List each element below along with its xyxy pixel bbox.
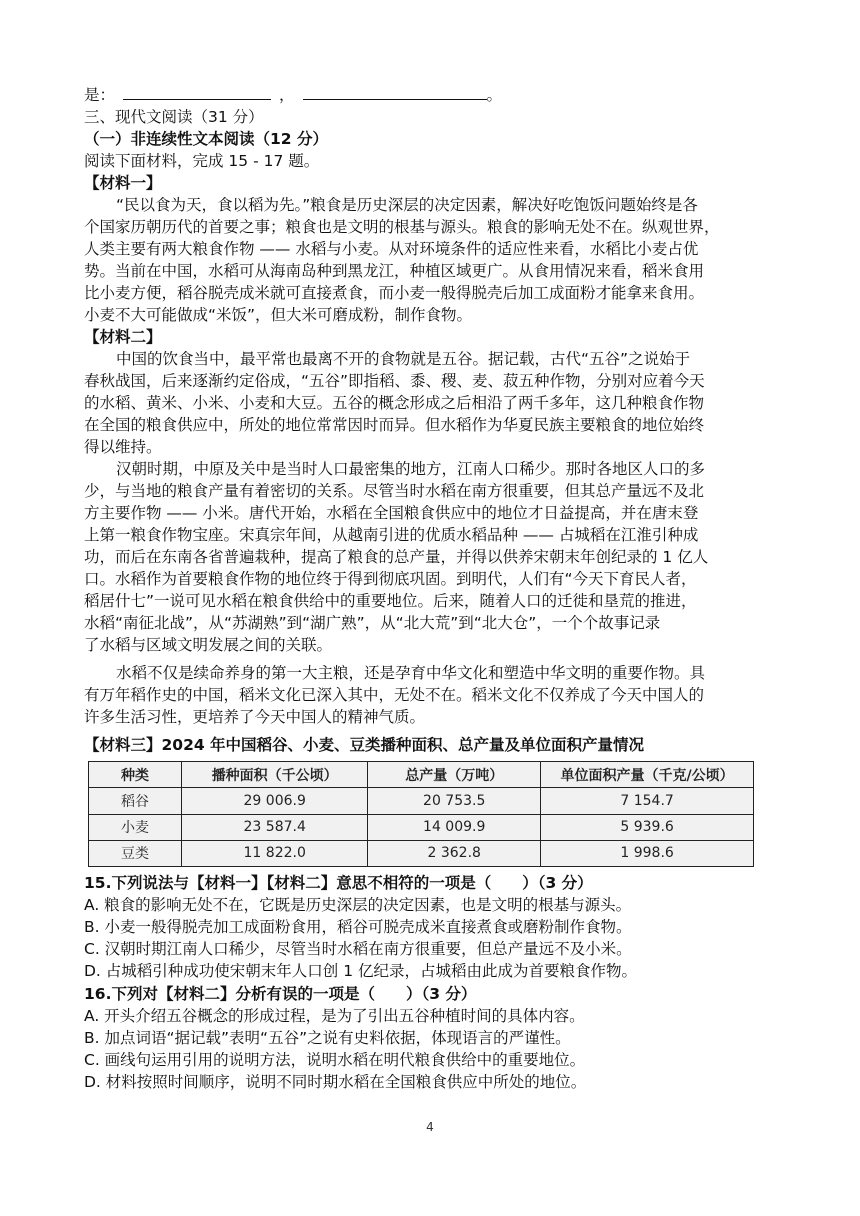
material-2-line: 水稻不仅是续命养身的第一大主粮，还是孕育中华文化和塑造中华文明的重要作物。具: [116, 664, 706, 682]
fill-prefix: 是：: [84, 86, 116, 104]
table-cell: 稻谷: [89, 788, 182, 814]
material-1-line: 比小麦方便，稻谷脱壳成米就可直接煮食，而小麦一般得脱壳后加工成面粉才能拿来食用。: [84, 284, 705, 302]
table-cell: 5 939.6: [541, 814, 754, 840]
q16-option-b[interactable]: B. 加点词语“据记载”表明“五谷”之说有史料依据，体现语言的严谨性。: [84, 1029, 571, 1047]
q16-option-d[interactable]: D. 材料按照时间顺序，说明不同时期水稻在全国粮食供应中所处的地位。: [84, 1073, 587, 1091]
answer-blank-2[interactable]: [303, 85, 487, 100]
fill-separator: ，: [279, 86, 295, 104]
material-2-line: 水稻“南征北战”，从“苏湖熟”到“湖广熟”，从“北大荒”到“北大仓”，一个个故事记录: [84, 614, 661, 632]
material-2-line: 少，与当地的粮食产量有着密切的关系。尽管当时水稻在南方很重要，但其总产量远不及北: [84, 482, 705, 500]
q15-option-c[interactable]: C. 汉朝时期江南人口稀少，尽管当时水稻在南方很重要，但总产量远不及小米。: [84, 940, 632, 958]
table-cell: 小麦: [89, 814, 182, 840]
material-2-line: 了水稻与区域文明发展之间的关联。: [84, 636, 333, 654]
material-2-line: 稻居什七”一说可见水稻在粮食供给中的重要地位。后来，随着人口的迁徙和垦荒的推进，: [84, 592, 697, 610]
table-cell: 11 822.0: [182, 840, 368, 866]
question-16-stem: 16.下列对【材料二】分析有误的一项是（ ）（3 分）: [84, 985, 477, 1003]
section-title: 三、现代文阅读（31 分）: [84, 108, 264, 126]
table-cell: 14 009.9: [368, 814, 541, 840]
material-2-line: 许多生活习性，更培养了今天中国人的精神气质。: [84, 708, 426, 726]
material-2-line: 功，而后在东南各省普遍栽种，提高了粮食的总产量，并得以供养宋朝末年创纪录的 1 亿人: [84, 548, 709, 566]
q15-option-a[interactable]: A. 粮食的影响无处不在，它既是历史深层的决定因素，也是文明的根基与源头。: [84, 896, 632, 914]
part-title: （一）非连续性文本阅读（12 分）: [84, 130, 328, 148]
material-2-label: 【材料二】: [84, 328, 162, 346]
material-1-line: 势。当前在中国，水稻可从海南岛种到黑龙江，种植区域更广。从食用情况来看，稻米食用: [84, 262, 705, 280]
material-2-line: 得以维持。: [84, 438, 162, 456]
material-2-line: 上第一粮食作物宝座。宋真宗年间，从越南引进的优质水稻品种 —— 占城稻在江淮引种成: [84, 526, 699, 544]
material-1-line: “民以食为天，食以稻为先。”粮食是历史深层的决定因素，解决好吃饱饭问题始终是各: [116, 196, 698, 214]
material-2-line: 口。水稻作为首要粮食作物的地位终于得到彻底巩固。到明代，人们有“今天下育民人者，: [84, 570, 697, 588]
instruction: 阅读下面材料，完成 15 - 17 题。: [84, 152, 320, 170]
material-2-line: 春秋战国，后来逐渐约定俗成，“五谷”即指稻、黍、稷、麦、菽五种作物，分别对应着今天: [84, 372, 705, 390]
material-1-line: 个国家历朝历代的首要之事；粮食也是文明的根基与源头。粮食的影响无处不在。纵观世界，: [84, 218, 720, 236]
material-2-line: 中国的饮食当中，最平常也最离不开的食物就是五谷。据记载，古代“五谷”之说始于: [116, 350, 691, 368]
page-number: 4: [426, 1120, 434, 1134]
crop-data-table: [88, 761, 754, 867]
question-15-stem: 15.下列说法与【材料一】【材料二】意思不相符的一项是（ ）（3 分）: [84, 874, 593, 892]
q16-option-c[interactable]: C. 画线句运用引用的说明方法，说明水稻在明代粮食供给中的重要地位。: [84, 1051, 586, 1069]
answer-blank-1[interactable]: [123, 85, 271, 100]
table-header: 总产量（万吨）: [368, 762, 541, 788]
material-1-line: 小麦不大可能做成“米饭”，但大米可磨成粉，制作食物。: [84, 306, 473, 324]
fill-in-line: [84, 84, 784, 106]
table-row: [89, 788, 754, 814]
table-cell: 20 753.5: [368, 788, 541, 814]
material-2-line: 有万年稻作史的中国，稻米文化已深入其中，无处不在。稻米文化不仅养成了今天中国人的: [84, 686, 705, 704]
table-row: [89, 814, 754, 840]
material-3-label: 【材料三】2024 年中国稻谷、小麦、豆类播种面积、总产量及单位面积产量情况: [84, 736, 645, 754]
table-cell: 1 998.6: [541, 840, 754, 866]
q16-option-a[interactable]: A. 开头介绍五谷概念的形成过程，是为了引出五谷种植时间的具体内容。: [84, 1007, 585, 1025]
table-cell: 29 006.9: [182, 788, 368, 814]
fill-end: 。: [486, 86, 503, 104]
table-header: 播种面积（千公顷）: [182, 762, 368, 788]
table-cell: 7 154.7: [541, 788, 754, 814]
material-2-line: 在全国的粮食供应中，所处的地位常常因时而异。但水稻作为华夏民族主要粮食的地位始终: [84, 416, 705, 434]
table-header: 种类: [89, 762, 182, 788]
table-cell: 23 587.4: [182, 814, 368, 840]
table-cell: 2 362.8: [368, 840, 541, 866]
table-header-row: [89, 762, 754, 788]
table-header: 单位面积产量（千克/公顷）: [541, 762, 754, 788]
material-1-label: 【材料一】: [84, 174, 162, 192]
table-cell: 豆类: [89, 840, 182, 866]
q15-option-d[interactable]: D. 占城稻引种成功使宋朝末年人口创 1 亿纪录，占城稻由此成为首要粮食作物。: [84, 962, 638, 980]
material-2-line: 的水稻、黄米、小米、小麦和大豆。五谷的概念形成之后相沿了两千多年，这几种粮食作物: [84, 394, 705, 412]
table-row: [89, 840, 754, 866]
material-2-line: 汉朝时期，中原及关中是当时人口最密集的地方，江南人口稀少。那时各地区人口的多: [116, 460, 706, 478]
material-1-line: 人类主要有两大粮食作物 —— 水稻与小麦。从对环境条件的适应性来看，水稻比小麦占优: [84, 240, 699, 258]
q15-option-b[interactable]: B. 小麦一般得脱壳加工成面粉食用，稻谷可脱壳成米直接煮食或磨粉制作食物。: [84, 918, 632, 936]
material-2-line: 方主要作物 —— 小米。唐代开始，水稻在全国粮食供应中的地位才日益提高，并在唐末登: [84, 504, 699, 522]
